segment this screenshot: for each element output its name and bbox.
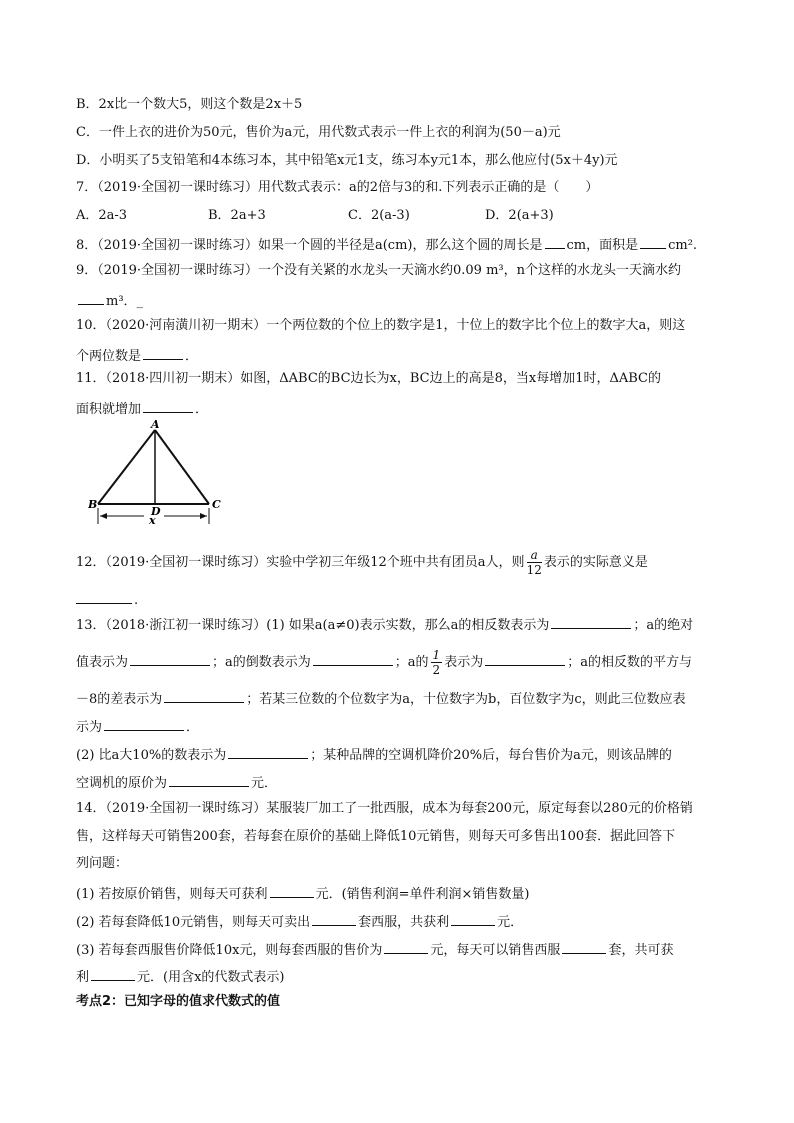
question-13-line3: －8的差表示为 ；若某三位数的个位数字为a，十位数字为b，百位数字为c，则此三位数应表 — [76, 688, 686, 709]
label-x: x — [149, 514, 156, 527]
question-14-line2: 售，这样每天可销售200套，若每套在原价的基础上降低10元销售，则每天可多售出100套．据此回答下 — [76, 829, 676, 844]
q7-option-c: C．2(a-3) — [348, 208, 410, 223]
question-8: 8．（2019·全国初一课时练习）如果一个圆的半径是a(cm)，那么这个圆的周长是 cm，面积是 cm². — [76, 234, 697, 255]
question-14-line3: 列问题： — [76, 856, 129, 871]
q7-option-d: D．2(a+3) — [485, 208, 554, 223]
question-13-part2-cont: 空调机的原价为 元． — [76, 772, 277, 793]
label-a: A — [151, 418, 160, 431]
answer-blank[interactable] — [312, 911, 356, 926]
q7-option-b: B．2a+3 — [208, 208, 266, 223]
question-13-part2: (2) 比a大10%的数表示为 ；某种品牌的空调机降价20%后，每台售价为a元，则该品牌的 — [76, 744, 672, 765]
answer-blank[interactable] — [562, 939, 606, 954]
triangle-figure — [88, 418, 238, 530]
question-9: 9．（2019·全国初一课时练习）一个没有关紧的水龙头一天滴水约0.09 m³，n个这样的水龙头一天滴水约 — [76, 263, 681, 278]
answer-blank[interactable] — [164, 688, 244, 703]
label-b: B — [88, 498, 98, 511]
dim-arrow-left — [100, 513, 107, 519]
question-12: 12．（2019·全国初一课时练习）实验中学初三年级12个班中共有团员a人，则 $\frac{a}{12}$ 表示的实际意义是 — [76, 548, 648, 577]
answer-blank[interactable] — [551, 614, 631, 629]
fraction-a-over-12: $\frac{a}{12}$ — [526, 548, 542, 577]
question-11: 11．（2018·四川初一期末）如图，ΔABC的BC边长为x，BC边上的高是8，当x每增加1时，ΔABC的 — [76, 371, 661, 386]
question-14-part3: (3) 若每套西服售价降低10x元，则每套西服的售价为 元，每天可以销售西服 套，共可获 — [76, 939, 673, 960]
section-heading: 考点2：已知字母的值求代数式的值 — [76, 994, 281, 1009]
question-13-line4: 示为 ． — [76, 716, 199, 737]
question-13: 13．（2018·浙江初一课时练习）(1) 如果a(a≠0)表示实数，那么a的相反数表示为 ；a的绝对 — [76, 614, 693, 635]
option-d: D．小明买了5支铅笔和4本练习本，其中铅笔x元1支，练习本y元1本，那么他应付(5x＋4y)元 — [76, 153, 618, 168]
question-11-cont: 面积就增加 ． — [76, 398, 208, 419]
question-7: 7．（2019·全国初一课时练习）用代数式表示：a的2倍与3的和.下列表示正确的是（ ） — [76, 180, 599, 195]
fraction-one-half: $\frac{1}{2}$ — [432, 648, 441, 677]
answer-blank[interactable] — [104, 716, 184, 731]
question-14: 14．（2019·全国初一课时练习）某服装厂加工了一批西服，成本为每套200元，原定每套以280元的价格销 — [76, 801, 693, 816]
side-ac — [155, 430, 209, 504]
answer-blank[interactable] — [545, 234, 565, 249]
question-12-cont: . — [76, 589, 138, 610]
answer-blank[interactable] — [169, 772, 249, 787]
answer-blank[interactable] — [384, 939, 428, 954]
dim-arrow-right — [200, 513, 207, 519]
answer-blank[interactable] — [78, 290, 104, 305]
question-14-part3-cont: 利 元．(用含x的代数式表示) — [76, 966, 285, 987]
answer-blank[interactable] — [313, 651, 393, 666]
question-9-cont: m³．_ — [76, 290, 143, 311]
answer-blank[interactable] — [143, 398, 193, 413]
answer-blank[interactable] — [143, 345, 183, 360]
answer-blank[interactable] — [270, 883, 314, 898]
question-14-part1: (1) 若按原价销售，则每天可获利 元．(销售利润=单件利润×销售数量) — [76, 883, 530, 904]
answer-blank[interactable] — [485, 651, 565, 666]
question-13-line2: 值表示为 ；a的倒数表示为 ；a的 $\frac{1}{2}$ 表示为 ；a的相反数的平方与 — [76, 648, 692, 677]
question-14-part2: (2) 若每套降低10元销售，则每天可卖出 套西服，共获利 元． — [76, 911, 523, 932]
answer-blank[interactable] — [76, 589, 132, 604]
answer-blank[interactable] — [130, 651, 210, 666]
question-10-cont: 个两位数是 ． — [76, 345, 198, 366]
answer-blank[interactable] — [451, 911, 495, 926]
label-c: C — [212, 498, 221, 511]
option-b: B．2x比一个数大5，则这个数是2x＋5 — [76, 97, 303, 112]
q7-option-a: A．2a-3 — [76, 208, 128, 223]
option-c: C．一件上衣的进价为50元，售价为a元，用代数式表示一件上衣的利润为(50－a)元 — [76, 125, 561, 140]
label-d: D — [151, 505, 161, 518]
answer-blank[interactable] — [228, 744, 308, 759]
answer-blank[interactable] — [640, 234, 666, 249]
question-10: 10．（2020·河南潢川初一期末）一个两位数的个位上的数字是1，十位上的数字比个位上的数字大a，则这 — [76, 318, 686, 333]
question-7-options — [76, 207, 554, 225]
answer-blank[interactable] — [91, 966, 135, 981]
side-ab — [98, 430, 155, 504]
